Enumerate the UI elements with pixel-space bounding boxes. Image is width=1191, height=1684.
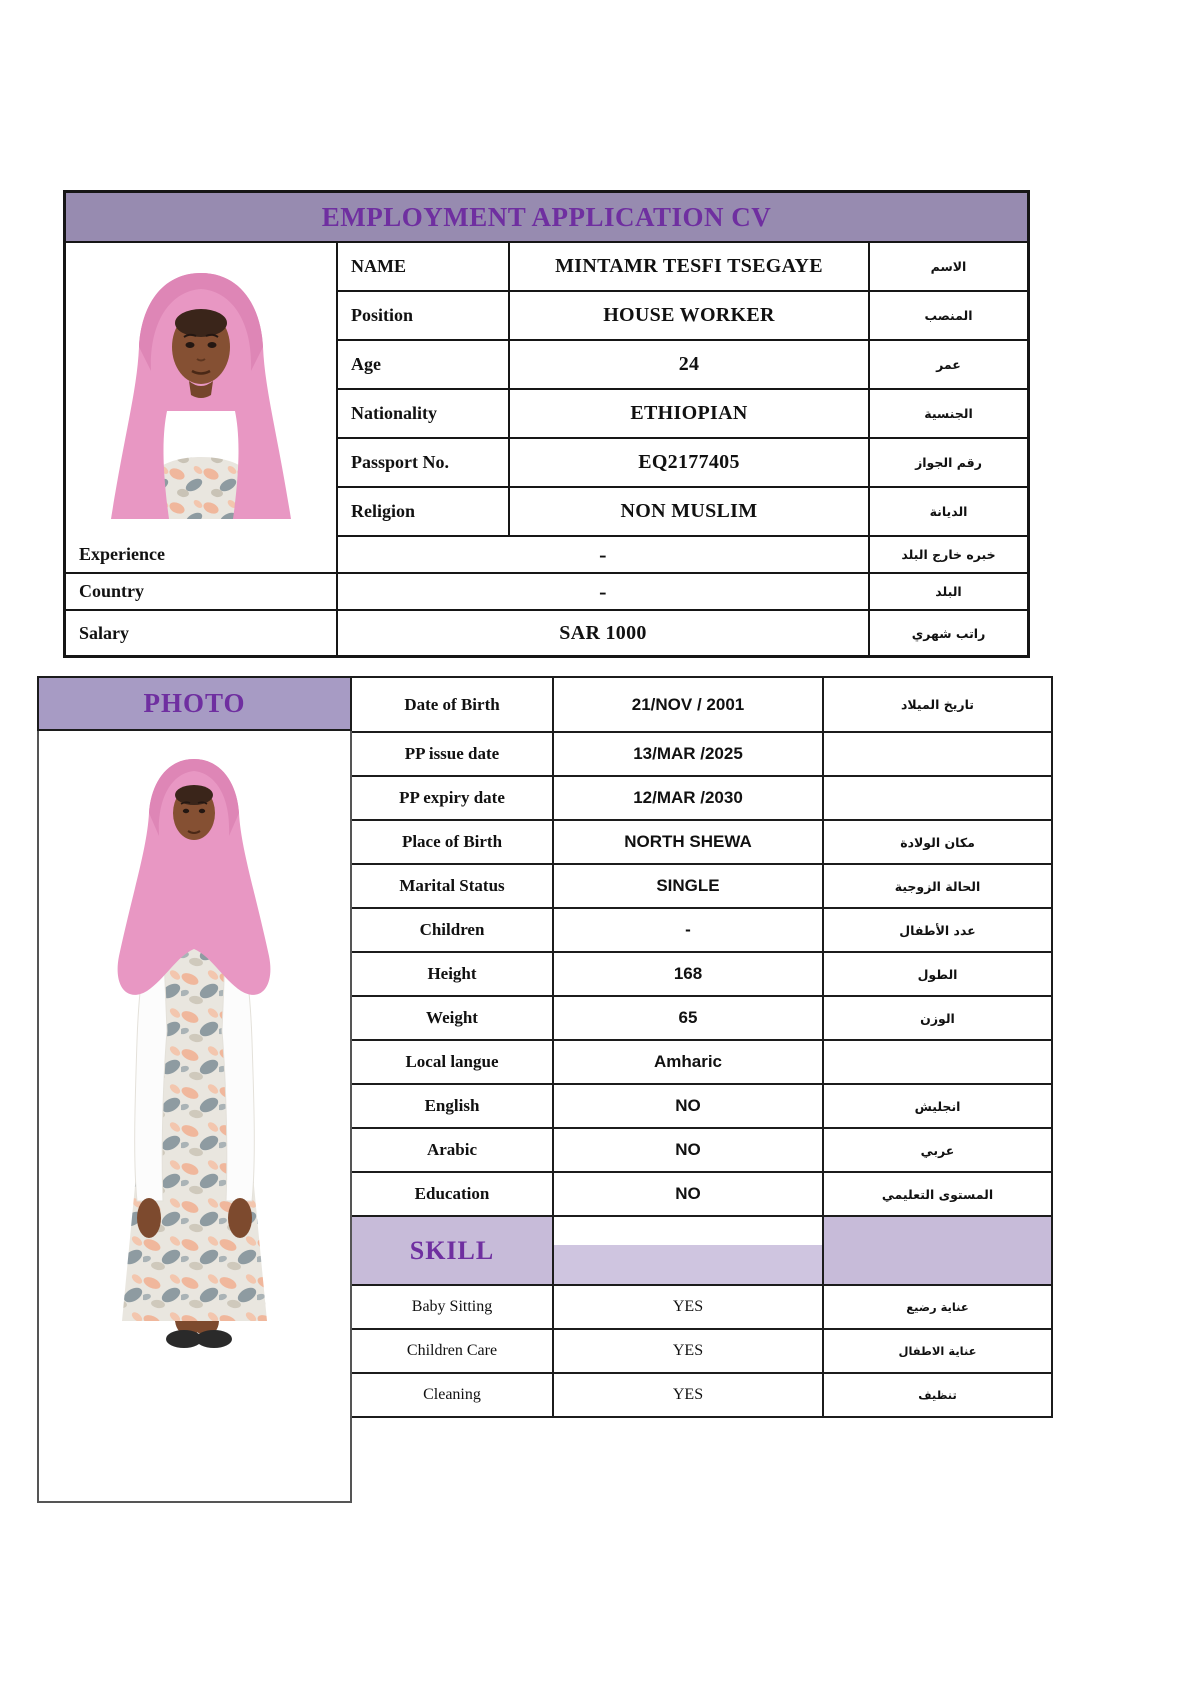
table2-row-label: Arabic <box>352 1129 554 1173</box>
table2-row-label: Local langue <box>352 1041 554 1085</box>
table1-row-value: EQ2177405 <box>510 439 870 488</box>
table2-row-label: Weight <box>352 997 554 1041</box>
table1-widerow-arabic: خبره خارج البلد <box>870 537 1027 574</box>
portrait-photo-cell <box>66 243 338 537</box>
fullbody-photo-cell <box>37 731 352 1503</box>
employment-application-table <box>63 190 1030 658</box>
table1-row-value: 24 <box>510 341 870 390</box>
photo-header-label: PHOTO <box>143 688 246 718</box>
table2-row-value: SINGLE <box>554 865 824 909</box>
table1-widerow-value: - <box>338 574 870 611</box>
table2-row-label: PP issue date <box>352 733 554 777</box>
table1-row-label: Age <box>338 341 510 390</box>
table1-widerow-label: Experience <box>66 537 338 574</box>
table1-row-arabic: المنصب <box>870 292 1027 341</box>
table2-row-label: Place of Birth <box>352 821 554 865</box>
table1-row-arabic: رقم الجواز <box>870 439 1027 488</box>
skill-row-arabic: عناية رضيع <box>824 1286 1051 1330</box>
skill-row-arabic: عناية الاطفال <box>824 1330 1051 1374</box>
table2-row-label: Children <box>352 909 554 953</box>
photo-column <box>37 676 352 1503</box>
table1-widerow-label: Country <box>66 574 338 611</box>
table2-row-value: NO <box>554 1129 824 1173</box>
skill-header-arabic-cell <box>824 1217 1051 1286</box>
table2-row-arabic: الطول <box>824 953 1051 997</box>
table1-row-value: NON MUSLIM <box>510 488 870 537</box>
table2-row-label: English <box>352 1085 554 1129</box>
skill-row-label: Baby Sitting <box>352 1286 554 1330</box>
table1-row-value: HOUSE WORKER <box>510 292 870 341</box>
table2-row-value: 21/NOV / 2001 <box>554 678 824 733</box>
skill-row-label: Children Care <box>352 1330 554 1374</box>
table2-row-arabic: مكان الولادة <box>824 821 1051 865</box>
table2-row-value: 65 <box>554 997 824 1041</box>
table2-row-value: Amharic <box>554 1041 824 1085</box>
skill-row-value: YES <box>554 1286 824 1330</box>
table2-row-arabic: الحالة الزوجية <box>824 865 1051 909</box>
table1-widerow-arabic: راتب شهري <box>911 625 986 641</box>
details-table <box>352 676 1053 1418</box>
table2-row-arabic <box>824 1041 1051 1085</box>
table2-row-value: 13/MAR /2025 <box>554 733 824 777</box>
document-title: EMPLOYMENT APPLICATION CV <box>321 201 772 232</box>
table2-row-arabic <box>824 733 1051 777</box>
table2-row-arabic: تاريخ الميلاد <box>824 678 1051 733</box>
table2-row-label: Height <box>352 953 554 997</box>
skill-section-header-cell <box>352 1217 554 1286</box>
table2-row-arabic: المستوى التعليمي <box>824 1173 1051 1217</box>
skill-header-middle-cell <box>554 1217 824 1286</box>
table1-row-label: Religion <box>338 488 510 537</box>
skill-row-arabic: تنظيف <box>824 1374 1051 1418</box>
photo-header-cell <box>37 676 352 731</box>
table2-row-value: 12/MAR /2030 <box>554 777 824 821</box>
table1-row-value: ETHIOPIAN <box>510 390 870 439</box>
applicant-fullbody-photo <box>67 741 322 1361</box>
table1-row-label: NAME <box>338 243 510 292</box>
table1-widerow-value: - <box>338 537 870 574</box>
table2-row-value: NO <box>554 1085 824 1129</box>
table1-row-label: Position <box>338 292 510 341</box>
table1-row-arabic: الاسم <box>870 243 1027 292</box>
table1-row-label: Nationality <box>338 390 510 439</box>
table1-widerow-arabic: البلد <box>870 574 1027 611</box>
table2-row-label: Education <box>352 1173 554 1217</box>
skill-row-value: YES <box>554 1330 824 1374</box>
table2-row-label: Marital Status <box>352 865 554 909</box>
table2-row-label: PP expiry date <box>352 777 554 821</box>
table2-row-label: Date of Birth <box>352 678 554 733</box>
table1-row-arabic: عمر <box>870 341 1027 390</box>
table1-grid <box>66 243 1027 655</box>
table1-row-label: Passport No. <box>338 439 510 488</box>
applicant-portrait-photo <box>101 261 301 519</box>
skill-section-title: SKILL <box>409 1235 495 1265</box>
table1-widerow-label: Salary <box>66 611 338 655</box>
table2-row-value: - <box>554 909 824 953</box>
table2-row-arabic <box>824 777 1051 821</box>
table2-row-arabic: عربي <box>824 1129 1051 1173</box>
table1-row-value: MINTAMR TESFI TSEGAYE <box>510 243 870 292</box>
table1-row-arabic: الديانة <box>870 488 1027 537</box>
table1-header <box>66 193 1027 243</box>
table2-row-arabic: عدد الأطفال <box>824 909 1051 953</box>
table2-row-value: NORTH SHEWA <box>554 821 824 865</box>
table2-row-value: 168 <box>554 953 824 997</box>
table1-widerow-value: SAR 1000 <box>338 611 870 655</box>
table2-row-arabic: انجليش <box>824 1085 1051 1129</box>
skill-row-label: Cleaning <box>352 1374 554 1418</box>
table2-row-value: NO <box>554 1173 824 1217</box>
skill-row-value: YES <box>554 1374 824 1418</box>
table2-row-arabic: الوزن <box>824 997 1051 1041</box>
table1-row-arabic: الجنسية <box>870 390 1027 439</box>
details-grid <box>352 678 1051 1418</box>
